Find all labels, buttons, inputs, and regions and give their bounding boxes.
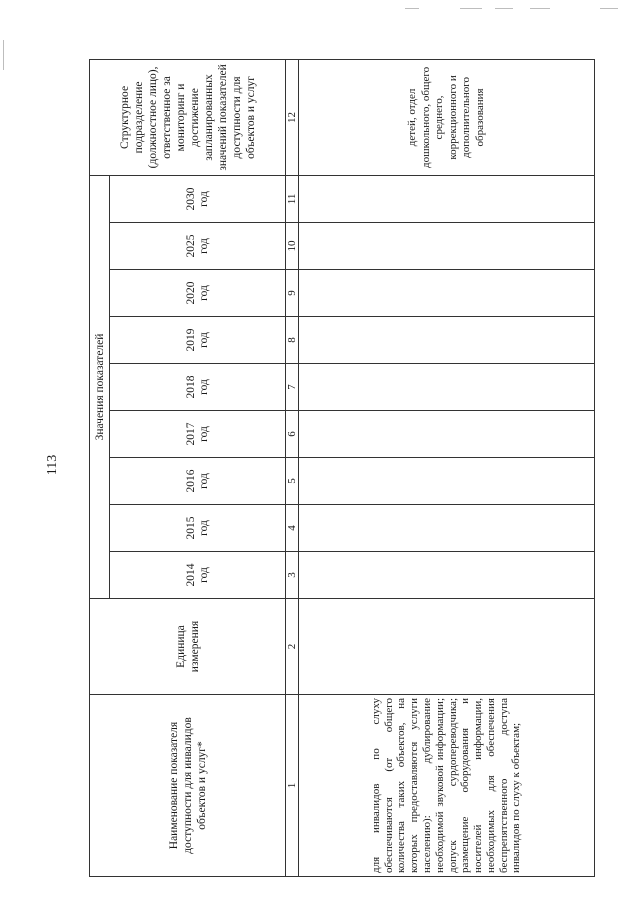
page-number: 113: [45, 454, 60, 476]
table-row: [299, 59, 595, 876]
rotated-table-container: [89, 60, 594, 877]
scan-artifact: [495, 8, 513, 9]
header-year: 2020 год: [110, 270, 286, 317]
column-number: 10: [286, 223, 299, 270]
scan-artifact: [600, 8, 618, 9]
header-values-group: Значения показателей: [90, 175, 110, 598]
header-year: 2018 год: [110, 364, 286, 411]
row-value: [299, 552, 595, 599]
header-year: 2019 год: [110, 317, 286, 364]
header-year: 2030 год: [110, 175, 286, 222]
row-value: [299, 364, 595, 411]
header-year: 2025 год: [110, 223, 286, 270]
scan-artifact: [3, 40, 4, 70]
row-value: [299, 458, 595, 505]
row-value: [299, 505, 595, 552]
header-year: 2014 год: [110, 552, 286, 599]
column-number: 4: [286, 505, 299, 552]
column-number: 5: [286, 458, 299, 505]
column-number: 11: [286, 175, 299, 222]
column-number: 1: [286, 695, 299, 877]
column-number: 12: [286, 59, 299, 175]
header-year: 2017 год: [110, 411, 286, 458]
row-value: [299, 317, 595, 364]
scan-artifact: [530, 8, 550, 9]
column-number: 8: [286, 317, 299, 364]
row-responsible: детей, отдел дошкольного, общего среднего, коррекционного и дополнительного образования: [299, 59, 595, 175]
row-unit: [299, 599, 595, 695]
row-value: [299, 175, 595, 222]
scan-artifact: [405, 8, 419, 9]
column-number: 3: [286, 552, 299, 599]
header-responsible: Структурное подразделение (должностное лицо), ответственное за мониторинг и достижение запланированных значений показателей доступности для объектов и услуг: [90, 59, 286, 175]
row-value: [299, 223, 595, 270]
column-number: 7: [286, 364, 299, 411]
scan-artifact: [460, 8, 482, 9]
header-year: 2016 год: [110, 458, 286, 505]
row-value: [299, 270, 595, 317]
column-number: 2: [286, 599, 299, 695]
column-number: 9: [286, 270, 299, 317]
accessibility-indicators-table: [89, 59, 595, 877]
header-indicator-name: Наименование показателя доступности для инвалидов объектов и услуг*: [90, 695, 286, 877]
row-indicator-name: для инвалидов по слуху обеспечиваются (от общего количества таких объектов, на которых предоставляются услуги населению): дублирование необходимой звуковой информации; допуск сурдопереводчика; размещение оборудования и носителей информации, необходимых для обеспечения беспрепятственного доступа инвалидов по слуху к объектам;: [299, 695, 595, 877]
column-number: 6: [286, 411, 299, 458]
header-year: 2015 год: [110, 505, 286, 552]
header-unit: Единица измерения: [90, 599, 286, 695]
row-value: [299, 411, 595, 458]
